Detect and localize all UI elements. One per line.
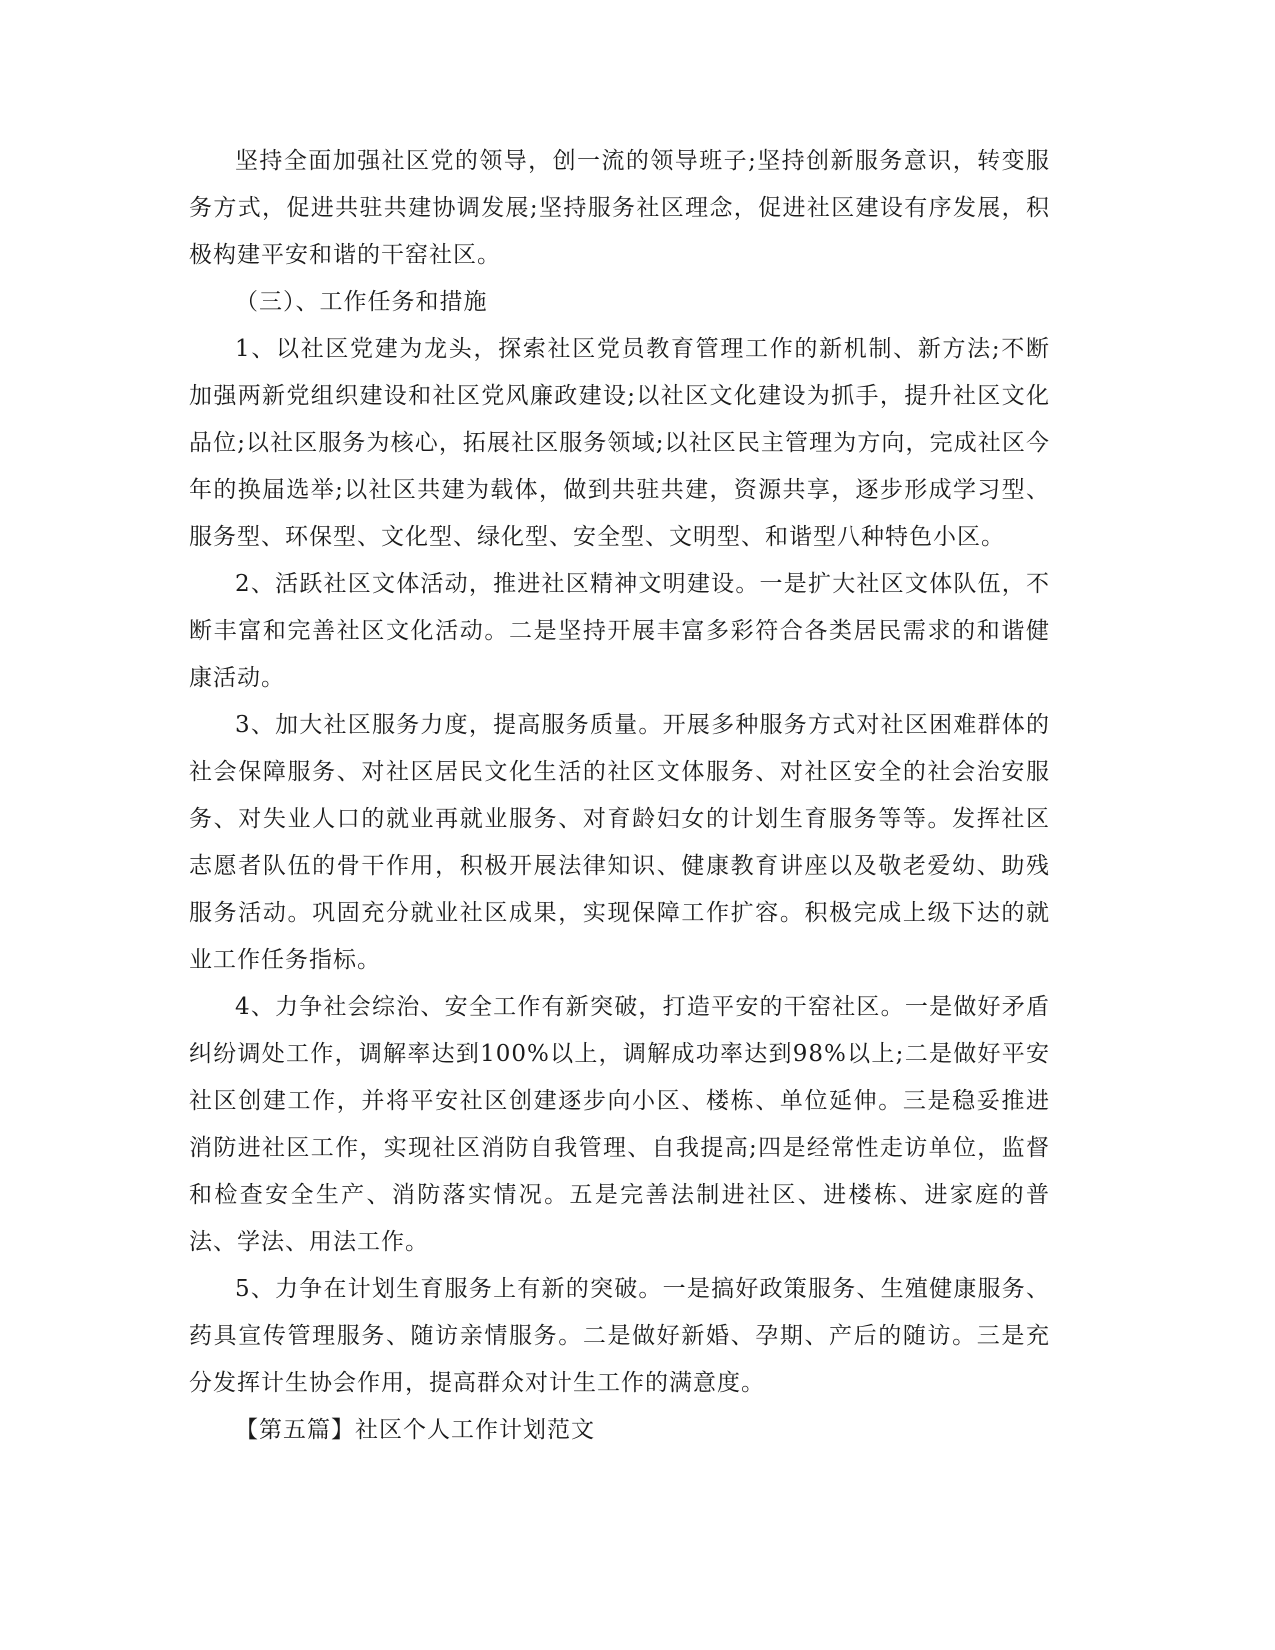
paragraph-item-3: 3、加大社区服务力度，提高服务质量。开展多种服务方式对社区困难群体的社会保障服务、对社区居民文化生活的社区文体服务、对社区安全的社会治安服务、对失业人口的就业再就业服务、对育龄妇女的计划生育服务等等。发挥社区志愿者队伍的骨干作用，积极开展法律知识、健康教育讲座以及敬老爱幼、助残服务活动。巩固充分就业社区成果，实现保障工作扩容。积极完成上级下达的就业工作任务指标。 (189, 712, 1050, 973)
paragraph-item-2: 2、活跃社区文体活动，推进社区精神文明建设。一是扩大社区文体队伍，不断丰富和完善社区文化活动。二是坚持开展丰富多彩符合各类居民需求的和谐健康活动。 (189, 571, 1050, 691)
paragraph-principles: 坚持全面加强社区党的领导，创一流的领导班子;坚持创新服务意识，转变服务方式，促进共驻共建协调发展;坚持服务社区理念，促进社区建设有序发展，积极构建平安和谐的干窑社区。 (189, 148, 1050, 268)
paragraph-item-1: 1、以社区党建为龙头，探索社区党员教育管理工作的新机制、新方法;不断加强两新党组织建设和社区党风廉政建设;以社区文化建设为抓手，提升社区文化品位;以社区服务为核心，拓展社区服务领域;以社区民主管理为方向，完成社区今年的换届选举;以社区共建为载体，做到共驻共建，资源共享，逐步形成学习型、服务型、环保型、文化型、绿化型、安全型、文明型、和谐型八种特色小区。 (189, 336, 1050, 550)
paragraph-item-4: 4、力争社会综治、安全工作有新突破，打造平安的干窑社区。一是做好矛盾纠纷调处工作，调解率达到100%以上，调解成功率达到98%以上;二是做好平安社区创建工作，并将平安社区创建逐步向小区、楼栋、单位延伸。三是稳妥推进消防进社区工作，实现社区消防自我管理、自我提高;四是经常性走访单位，监督和检查安全生产、消防落实情况。五是完善法制进社区、进楼栋、进家庭的普法、学法、用法工作。 (189, 994, 1050, 1255)
paragraph-item-5: 5、力争在计划生育服务上有新的突破。一是搞好政策服务、生殖健康服务、药具宣传管理服务、随访亲情服务。二是做好新婚、孕期、产后的随访。三是充分发挥计生协会作用，提高群众对计生工作的满意度。 (189, 1276, 1050, 1396)
subheading-tasks-measures: （三）、工作任务和措施 (235, 289, 488, 315)
section-heading: 【第五篇】社区个人工作计划范文 (235, 1417, 595, 1443)
